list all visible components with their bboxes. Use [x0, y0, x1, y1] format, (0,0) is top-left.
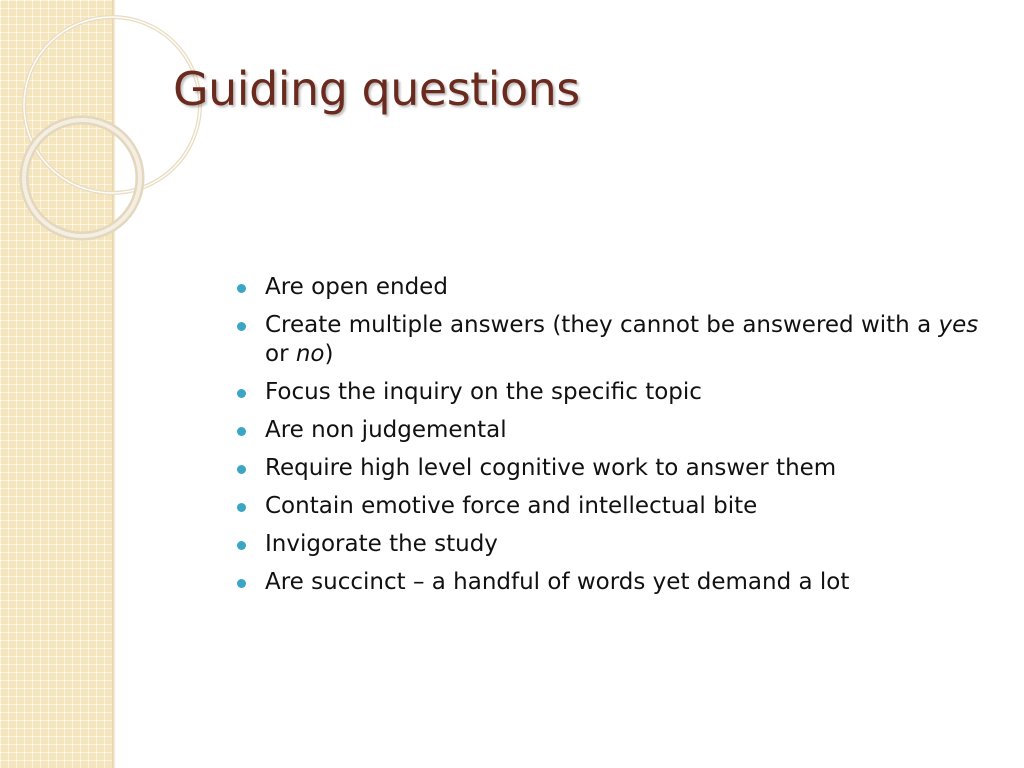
bullet-text: Focus the inquiry on the specific topic [265, 379, 702, 405]
bullet-text: Invigorate the study [265, 531, 498, 557]
bullet-marker-icon [237, 465, 246, 474]
bullet-item [236, 568, 996, 597]
bullet-item [236, 492, 996, 521]
bullet-marker-icon [237, 322, 246, 331]
bullet-marker-icon [237, 284, 246, 293]
bullet-marker-icon [237, 389, 246, 398]
bullet-marker-icon [237, 503, 246, 512]
bullet-text: Are open ended [265, 274, 448, 300]
bullet-item [236, 454, 996, 483]
emphasis-no: no [295, 341, 325, 367]
bullet-marker-icon [237, 541, 246, 550]
bullet-item [236, 378, 996, 407]
bullet-text: Are succinct – a handful of words yet demand a lot [265, 569, 850, 595]
bullet-text: Create multiple answers (they cannot be answered with a yes or no) [265, 312, 979, 367]
bullet-marker-icon [237, 579, 246, 588]
bullet-item [236, 530, 996, 559]
emphasis-yes: yes [938, 312, 979, 338]
bullet-text: Contain emotive force and intellectual bite [265, 493, 758, 519]
slide-title: Guiding questions [173, 62, 580, 116]
bullet-marker-icon [237, 427, 246, 436]
decorative-rings [0, 0, 200, 260]
bullet-list [236, 273, 996, 606]
bullet-item [236, 311, 996, 369]
bullet-item [236, 273, 996, 302]
bullet-item [236, 416, 996, 445]
bullet-text: Are non judgemental [265, 417, 507, 443]
bullet-text: Require high level cognitive work to answer them [265, 455, 837, 481]
